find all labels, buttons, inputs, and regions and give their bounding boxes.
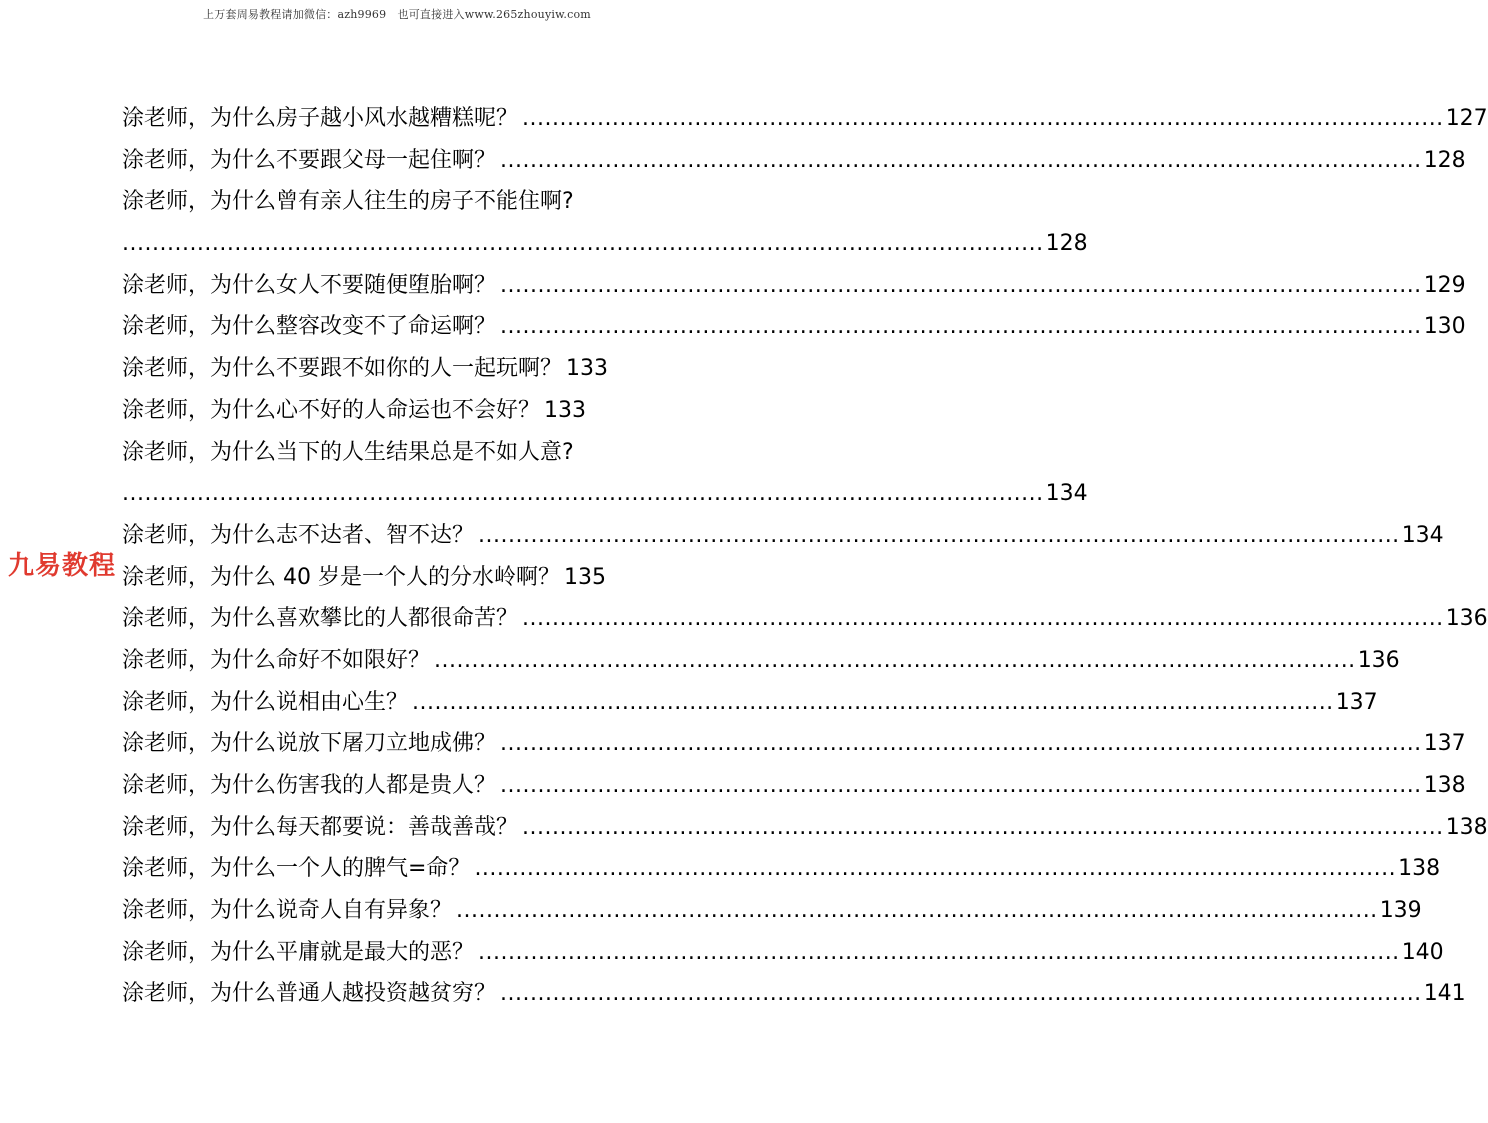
toc-entry-title: 涂老师，为什么 40 岁是一个人的分水岭啊？ bbox=[122, 564, 560, 590]
toc-leader: ........................................................................................................................... bbox=[412, 689, 1334, 715]
toc-entry-title: 涂老师，为什么不要跟父母一起住啊？ bbox=[122, 147, 497, 173]
toc-leader: ........................................................................................................................... bbox=[522, 814, 1444, 840]
toc-page-number: 133 bbox=[544, 397, 587, 423]
toc-entry-title: 涂老师，为什么说奇人自有异象？ bbox=[122, 898, 453, 924]
toc-page-number: 138 bbox=[1445, 814, 1488, 840]
toc-leader: ........................................................................................................................... bbox=[522, 606, 1444, 632]
toc-page-number: 136 bbox=[1357, 647, 1400, 673]
toc-entry-title-line[interactable] bbox=[122, 432, 682, 474]
toc-entry[interactable] bbox=[122, 598, 1488, 640]
toc-entry-title: 涂老师，为什么平庸就是最大的恶？ bbox=[122, 939, 475, 965]
toc-entry-title: 涂老师，为什么命好不如限好？ bbox=[122, 647, 431, 673]
toc-entry-title: 涂老师，为什么伤害我的人都是贵人？ bbox=[122, 773, 497, 798]
toc-entry[interactable] bbox=[122, 890, 1422, 932]
table-of-contents bbox=[122, 98, 1488, 1015]
toc-entry[interactable] bbox=[122, 140, 1466, 182]
toc-entry-title: 涂老师，为什么女人不要随便堕胎啊？ bbox=[122, 272, 497, 298]
toc-leader: ........................................................................................................................... bbox=[500, 272, 1422, 298]
toc-page-number: 138 bbox=[1423, 773, 1466, 798]
toc-leader: ........................................................................................................................... bbox=[500, 314, 1422, 340]
toc-leader: ........................................................................................................................... bbox=[478, 522, 1400, 548]
toc-entry-title: 涂老师，为什么当下的人生结果总是不如人意? bbox=[122, 439, 574, 465]
toc-entry-title: 涂老师，为什么曾有亲人往生的房子不能住啊? bbox=[122, 189, 574, 215]
toc-leader: ........................................................................................................................... bbox=[456, 898, 1378, 924]
toc-entry[interactable] bbox=[122, 807, 1488, 849]
toc-entry-title: 涂老师，为什么志不达者、智不达？ bbox=[122, 522, 475, 548]
toc-page-number: 137 bbox=[1423, 731, 1466, 757]
toc-page-number: 141 bbox=[1423, 981, 1466, 1007]
toc-entry[interactable] bbox=[122, 640, 1400, 682]
header-banner: 上万套周易教程请加微信：azh9969 也可直接进入www.265zhouyiw.com bbox=[203, 8, 591, 21]
toc-leader: ........................................................................................................................... bbox=[122, 481, 1044, 507]
toc-page-number: 134 bbox=[1045, 481, 1088, 507]
toc-entry[interactable] bbox=[122, 723, 1466, 765]
toc-entry[interactable] bbox=[122, 848, 1441, 890]
toc-leader: ........................................................................................................................... bbox=[434, 647, 1356, 673]
toc-entry-title-line[interactable] bbox=[122, 181, 682, 223]
toc-entry-title: 涂老师，为什么说放下屠刀立地成佛？ bbox=[122, 731, 497, 757]
toc-entry[interactable] bbox=[122, 306, 1466, 348]
toc-entry[interactable] bbox=[122, 515, 1444, 557]
toc-entry[interactable] bbox=[122, 265, 1466, 307]
toc-entry[interactable] bbox=[122, 932, 1444, 974]
toc-entry-title: 涂老师，为什么整容改变不了命运啊？ bbox=[122, 314, 497, 340]
toc-page-number: 138 bbox=[1398, 856, 1441, 882]
toc-entry-title: 涂老师，为什么说相由心生？ bbox=[122, 689, 409, 715]
toc-entry[interactable] bbox=[122, 682, 1378, 724]
toc-page-number: 137 bbox=[1335, 689, 1378, 715]
toc-page-number: 135 bbox=[563, 564, 606, 590]
watermark-logo: 九易教程 bbox=[8, 551, 117, 581]
toc-page-number: 129 bbox=[1423, 272, 1466, 298]
toc-page-number: 128 bbox=[1045, 231, 1088, 257]
toc-page-number: 136 bbox=[1445, 606, 1488, 632]
toc-page-number: 134 bbox=[1401, 522, 1444, 548]
toc-leader: ........................................................................................................................... bbox=[500, 147, 1422, 173]
toc-page-number: 140 bbox=[1401, 939, 1444, 965]
toc-entry-title: 涂老师，为什么喜欢攀比的人都很命苦？ bbox=[122, 606, 519, 632]
toc-entry-title: 涂老师，为什么每天都要说：善哉善哉？ bbox=[122, 814, 519, 840]
toc-entry[interactable] bbox=[122, 557, 682, 599]
toc-entry[interactable] bbox=[122, 390, 682, 432]
toc-page-number: 133 bbox=[566, 356, 609, 382]
toc-entry[interactable] bbox=[122, 348, 682, 390]
toc-entry-title: 涂老师，为什么一个人的脾气=命？ bbox=[122, 856, 471, 882]
toc-entry-continuation[interactable] bbox=[122, 223, 1088, 265]
toc-page-number: 139 bbox=[1379, 898, 1422, 924]
toc-entry[interactable] bbox=[122, 98, 1488, 140]
toc-entry[interactable] bbox=[122, 765, 1466, 807]
toc-leader: ........................................................................................................................... bbox=[122, 231, 1044, 257]
toc-page-number: 130 bbox=[1423, 314, 1466, 340]
toc-entry-title: 涂老师，为什么房子越小风水越糟糕呢？ bbox=[122, 106, 519, 131]
toc-leader: ........................................................................................................................... bbox=[500, 773, 1422, 798]
toc-page-number: 128 bbox=[1423, 147, 1466, 173]
toc-page-number: 127 bbox=[1445, 106, 1488, 131]
toc-leader: ........................................................................................................................... bbox=[522, 106, 1444, 131]
toc-leader: ........................................................................................................................... bbox=[500, 731, 1422, 757]
toc-entry[interactable] bbox=[122, 973, 1466, 1015]
toc-entry-title: 涂老师，为什么不要跟不如你的人一起玩啊？ bbox=[122, 356, 563, 382]
toc-entry-title: 涂老师，为什么普通人越投资越贫穷？ bbox=[122, 981, 497, 1007]
toc-entry-continuation[interactable] bbox=[122, 473, 1088, 515]
toc-leader: ........................................................................................................................... bbox=[500, 981, 1422, 1007]
toc-entry-title: 涂老师，为什么心不好的人命运也不会好？ bbox=[122, 397, 541, 423]
toc-leader: ........................................................................................................................... bbox=[474, 856, 1397, 882]
toc-leader: ........................................................................................................................... bbox=[478, 939, 1400, 965]
